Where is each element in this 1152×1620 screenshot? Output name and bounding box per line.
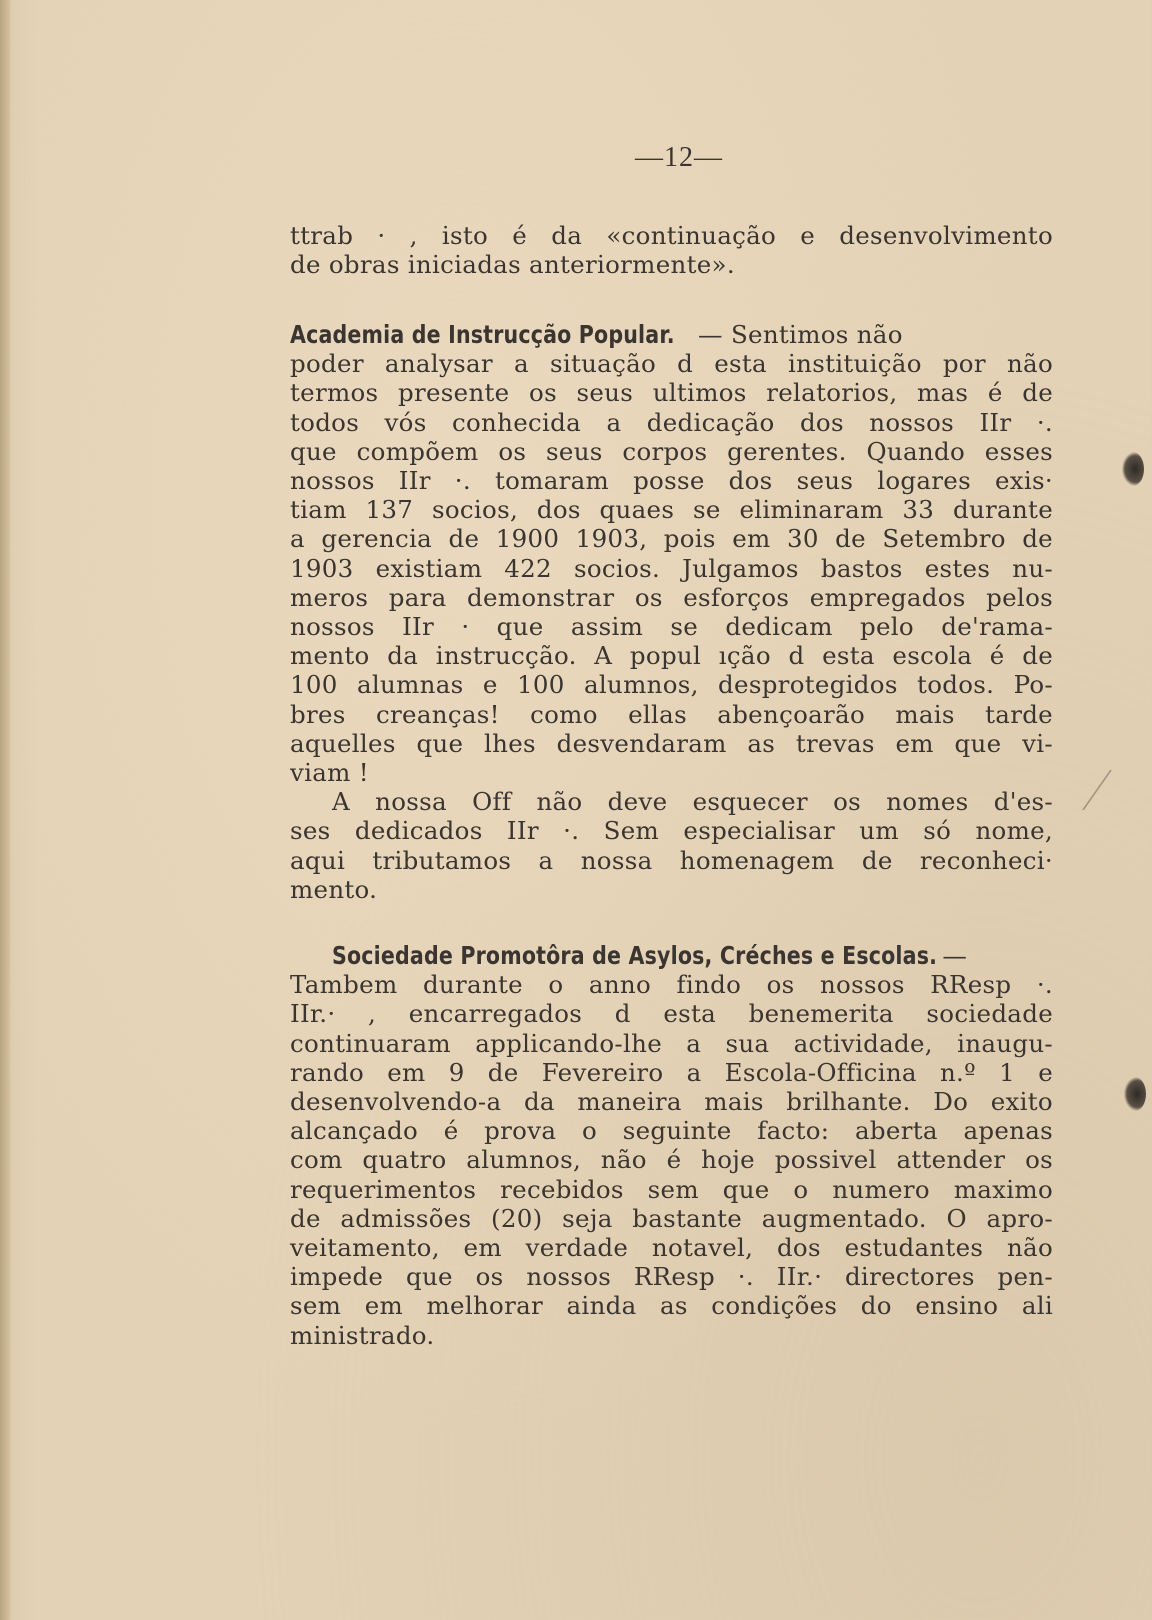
text-line: que compõem os seus corpos gerentes. Quando esses	[290, 436, 1053, 466]
academia-heading: Academia de Instrucção Popular.	[290, 320, 675, 349]
text-line: tiam 137 socios, dos quaes se eliminaram 33 durante	[290, 495, 1053, 525]
text-line: ttrab · , isto é da «continuação e desenvolvimento	[290, 221, 1053, 250]
text-line: ministrado.	[290, 1320, 435, 1350]
pencil-mark	[1082, 770, 1148, 810]
binding-hole-mark	[1122, 452, 1144, 486]
text-line-with-heading	[290, 941, 1053, 970]
sociedade-heading: Sociedade Promotôra de Asylos, Créches e Escolas.	[332, 941, 938, 970]
text-line: meros para demonstrar os esforços empregados pelos	[290, 582, 1053, 612]
text-line: viam !	[290, 758, 369, 788]
text-line: bres creanças! como ellas abençoarão mais tarde	[290, 699, 1053, 729]
text-line: rando em 9 de Fevereiro a Escola-Officina n.º 1 e	[290, 1057, 1053, 1087]
text-line: poder analysar a situação d esta instituição por não	[290, 349, 1053, 379]
text-line: desenvolvendo-a da maneira mais brilhante. Do exito	[290, 1087, 1053, 1117]
intro-paragraph	[290, 221, 1053, 279]
text-line: mento da instrucção. A popul ıção d esta escola é de	[290, 641, 1053, 671]
academia-section	[290, 320, 1053, 904]
text-line: nossos IIr · que assim se dedicam pelo de'rama-	[290, 612, 1053, 642]
text-line: 100 alumnas e 100 alumnos, desprotegidos todos. Po-	[290, 670, 1053, 700]
text-line: veitamento, em verdade notavel, dos estudantes não	[290, 1233, 1053, 1263]
text-line: requerimentos recebidos sem que o numero maximo	[290, 1174, 1053, 1204]
text-line: com quatro alumnos, não é hoje possivel attender os	[290, 1145, 1053, 1175]
text-line: aquelles que lhes desvendaram as trevas em que vi-	[290, 728, 1053, 758]
text-line: alcançado é prova o seguinte facto: aberta apenas	[290, 1116, 1053, 1146]
text-line: de admissões (20) seja bastante augmentado. O apro-	[290, 1203, 1053, 1233]
text-line: 1903 existiam 422 socios. Julgamos bastos estes nu-	[290, 553, 1053, 583]
text-fragment: — Sentimos não	[689, 320, 903, 349]
text-fragment: —	[942, 941, 968, 970]
text-line: Tambem durante o anno findo os nossos RResp ·.	[290, 970, 1053, 1000]
text-line: mento.	[290, 874, 378, 904]
text-line: A nossa Off não deve esquecer os nomes d'es-	[332, 787, 1053, 817]
text-line: termos presente os seus ultimos relatorios, mas é de	[290, 378, 1053, 408]
text-line: impede que os nossos RResp ·. IIr.· directores pen-	[290, 1262, 1053, 1292]
text-line: nossos IIr ·. tomaram posse dos seus logares exis·	[290, 466, 1053, 496]
text-line: IIr.· , encarregados d esta benemerita sociedade	[290, 999, 1053, 1029]
text-line: aqui tributamos a nossa homenagem de reconheci·	[290, 845, 1053, 875]
page-number: —12—	[635, 142, 723, 173]
text-line: continuaram applicando-lhe a sua actividade, inaugu-	[290, 1028, 1053, 1058]
binding-hole-mark	[1124, 1077, 1146, 1111]
text-line: de obras iniciadas anteriormente».	[290, 250, 735, 280]
text-line: todos vós conhecida a dedicação dos nossos IIr ·.	[290, 407, 1053, 437]
text-line: sem em melhorar ainda as condições do ensino ali	[290, 1291, 1053, 1321]
page-binding-edge	[0, 0, 10, 1620]
text-line: ses dedicados IIr ·. Sem especialisar um só nome,	[290, 816, 1053, 846]
text-line: a gerencia de 1900 1903, pois em 30 de Setembro de	[290, 524, 1053, 554]
sociedade-section	[290, 941, 1053, 1350]
text-line-with-heading	[290, 320, 1053, 349]
